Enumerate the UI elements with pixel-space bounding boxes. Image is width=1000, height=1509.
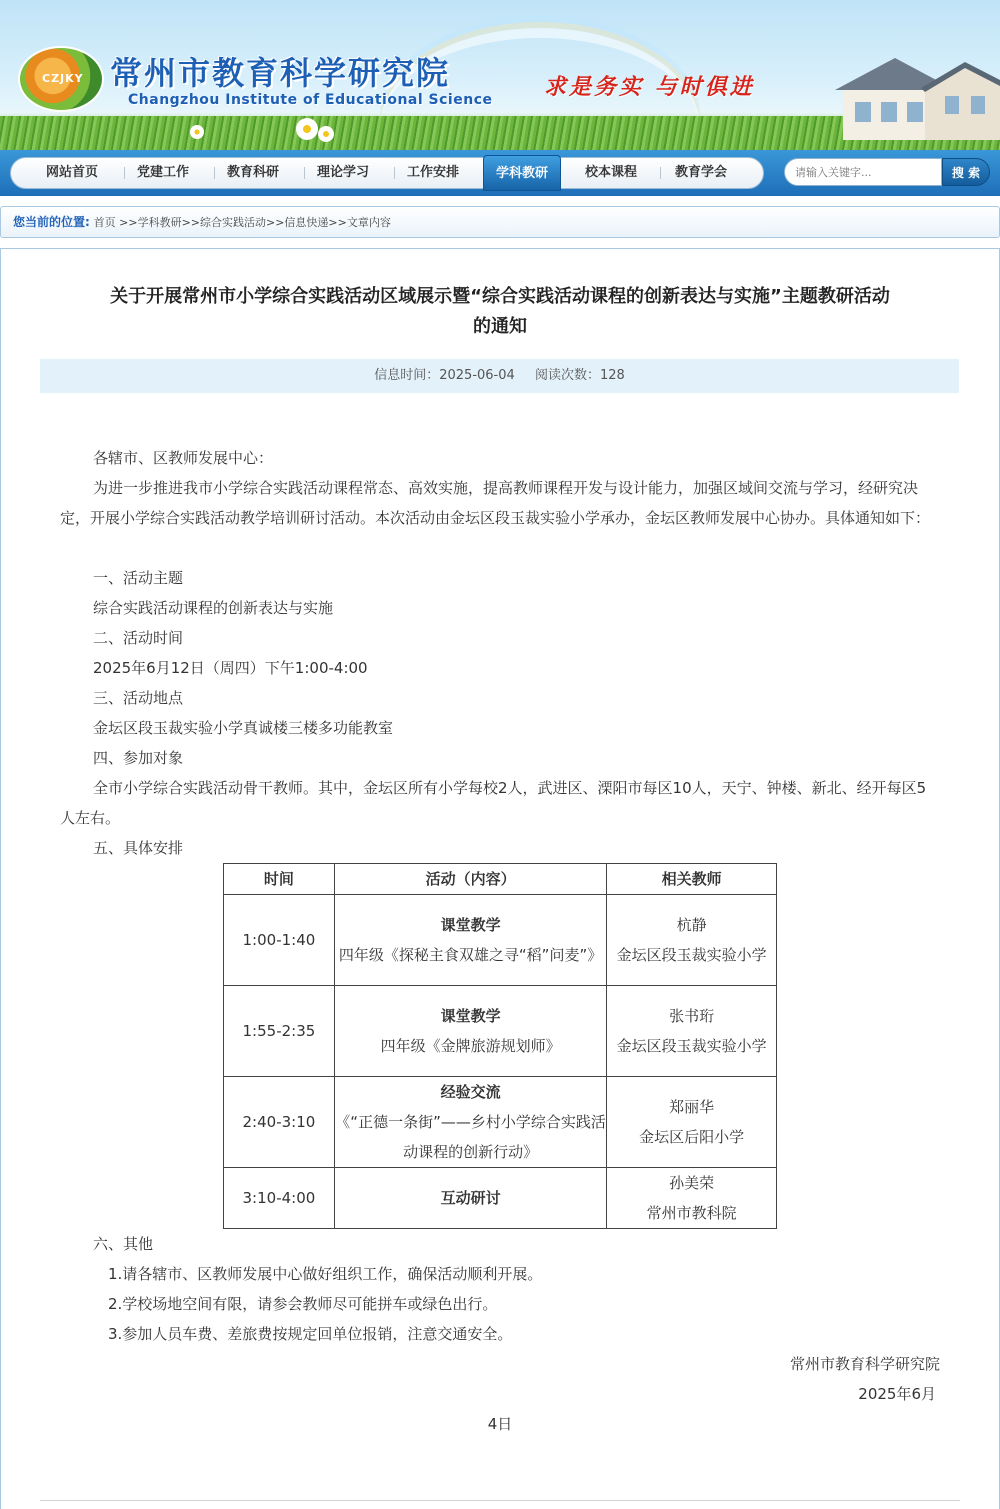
row-time: 1:00-1:40 xyxy=(224,895,335,986)
nav-item-theory[interactable]: 理论学习 xyxy=(316,165,369,180)
row-teacher xyxy=(607,895,777,986)
article-title-line1: 关于开展常州市小学综合实践活动区域展示暨“综合实践活动课程的创新表达与实施”主题教研活动 xyxy=(110,286,890,307)
activity-detail: 《“正德一条街”——乡村小学综合实践活动课程的创新行动》 xyxy=(335,1113,606,1161)
signature-day: 4日 xyxy=(487,1415,513,1433)
row-activity xyxy=(334,1168,607,1229)
article-info-bar xyxy=(40,359,959,393)
table-header-activity: 活动（内容） xyxy=(334,864,607,895)
signature-date: 2025年6月 xyxy=(858,1385,936,1403)
table-row xyxy=(224,895,777,986)
read-count: 阅读次数：128 xyxy=(534,368,625,383)
row-activity xyxy=(334,895,607,986)
row-activity xyxy=(334,986,607,1077)
intro-paragraph: 为进一步推进我市小学综合实践活动课程常态、高效实施，提高教师课程开发与设计能力，加强区域间交流与学习，经研究决定，开展小学综合实践活动教学培训研讨活动。本次活动由金坛区段玉裁实验小学承办，金坛区教师发展中心协办。具体通知如下： xyxy=(60,479,931,527)
article-title-line2: 的通知 xyxy=(473,316,527,337)
main-navigation xyxy=(0,150,1000,196)
daisy-icon xyxy=(190,125,204,139)
activity-detail: 四年级《金牌旅游规划师》 xyxy=(380,1037,561,1055)
activity-detail: 四年级《探秘主食双雄之寻“稻”问麦”》 xyxy=(338,946,603,964)
nav-item-education-society[interactable]: 教育学会 xyxy=(674,165,727,180)
teacher-name: 张书珩 xyxy=(669,1007,715,1025)
teacher-school: 金坛区段玉裁实验小学 xyxy=(616,946,767,964)
table-row xyxy=(224,986,777,1077)
house-illustration xyxy=(815,50,1000,140)
site-banner xyxy=(0,0,1000,150)
activity-type: 经验交流 xyxy=(440,1083,501,1101)
note-item-2: 2.学校场地空间有限，请参会教师尽可能拼车或绿色出行。 xyxy=(108,1295,498,1313)
row-activity xyxy=(334,1077,607,1168)
publish-time: 信息时间：2025-06-04 xyxy=(374,368,515,383)
bottom-divider xyxy=(40,1500,960,1501)
institute-logo[interactable] xyxy=(18,46,104,112)
section-3-body: 金坛区段玉裁实验小学真诚楼三楼多功能教室 xyxy=(93,719,394,737)
table-header-teacher: 相关教师 xyxy=(607,864,777,895)
note-item-1: 1.请各辖市、区教师发展中心做好组织工作，确保活动顺利开展。 xyxy=(108,1265,543,1283)
note-item-3: 3.参加人员车费、差旅费按规定回单位报销，注意交通安全。 xyxy=(108,1325,513,1343)
table-header-time: 时间 xyxy=(224,864,335,895)
section-4-heading: 四、参加对象 xyxy=(93,749,184,767)
row-time: 2:40-3:10 xyxy=(224,1077,335,1168)
section-3-heading: 三、活动地点 xyxy=(93,689,184,707)
logo-text: CZJKY xyxy=(42,72,84,85)
nav-item-subject-research[interactable]: 学科教研 xyxy=(483,155,561,191)
row-time: 1:55-2:35 xyxy=(224,986,335,1077)
greeting: 各辖市、区教师发展中心： xyxy=(93,449,274,467)
section-2-heading: 二、活动时间 xyxy=(93,629,184,647)
schedule-table xyxy=(223,863,777,1229)
section-1-body: 综合实践活动课程的创新表达与实施 xyxy=(93,599,334,617)
row-teacher xyxy=(607,986,777,1077)
activity-type: 课堂教学 xyxy=(440,1007,501,1025)
article-title xyxy=(40,282,960,342)
teacher-name: 郑丽华 xyxy=(669,1098,715,1116)
nav-menu xyxy=(10,157,764,189)
daisy-icon xyxy=(296,118,318,140)
nav-item-work-plan[interactable]: 工作安排 xyxy=(406,165,459,180)
row-teacher xyxy=(607,1077,777,1168)
activity-type: 互动研讨 xyxy=(440,1189,501,1207)
signature-organization: 常州市教育科学研究院 xyxy=(789,1355,940,1373)
teacher-school: 金坛区段玉裁实验小学 xyxy=(616,1037,767,1055)
section-1-heading: 一、活动主题 xyxy=(93,569,184,587)
nav-item-party[interactable]: 党建工作 xyxy=(136,165,189,180)
section-6-heading: 六、其他 xyxy=(93,1235,154,1253)
row-teacher xyxy=(607,1168,777,1229)
daisy-icon xyxy=(318,126,334,142)
row-time: 3:10-4:00 xyxy=(224,1168,335,1229)
site-name-cn: 常州市教育科学研究院 xyxy=(110,54,451,92)
breadcrumb-path[interactable]: 首页 >>学科教研>>综合实践活动>>信息快递>>文章内容 xyxy=(93,216,391,229)
breadcrumb-label: 您当前的位置: xyxy=(13,215,90,229)
site-name-en: Changzhou Institute of Educational Science xyxy=(128,92,493,108)
activity-type: 课堂教学 xyxy=(440,916,501,934)
site-slogan: 求是务实 与时俱进 xyxy=(544,74,755,100)
teacher-school: 金坛区后阳小学 xyxy=(639,1128,745,1146)
teacher-school: 常州市教科院 xyxy=(646,1204,737,1222)
breadcrumb xyxy=(0,206,1000,238)
table-header-row xyxy=(224,864,777,895)
search-button[interactable]: 搜 索 xyxy=(942,158,990,186)
section-4-body: 全市小学综合实践活动骨干教师。其中，金坛区所有小学每校2人，武进区、溧阳市每区10人，天宁、钟楼、新北、经开每区5人左右。 xyxy=(60,779,927,827)
table-row xyxy=(224,1077,777,1168)
section-2-body: 2025年6月12日（周四）下午1:00-4:00 xyxy=(93,659,368,677)
section-5-heading: 五、具体安排 xyxy=(93,839,184,857)
nav-item-research[interactable]: 教育科研 xyxy=(226,165,279,180)
teacher-name: 杭静 xyxy=(676,916,707,934)
teacher-name: 孙美荣 xyxy=(669,1174,715,1192)
nav-item-home[interactable]: 网站首页 xyxy=(45,165,98,180)
search-input[interactable] xyxy=(784,158,942,186)
nav-item-school-curriculum[interactable]: 校本课程 xyxy=(584,165,637,180)
table-row xyxy=(224,1168,777,1229)
